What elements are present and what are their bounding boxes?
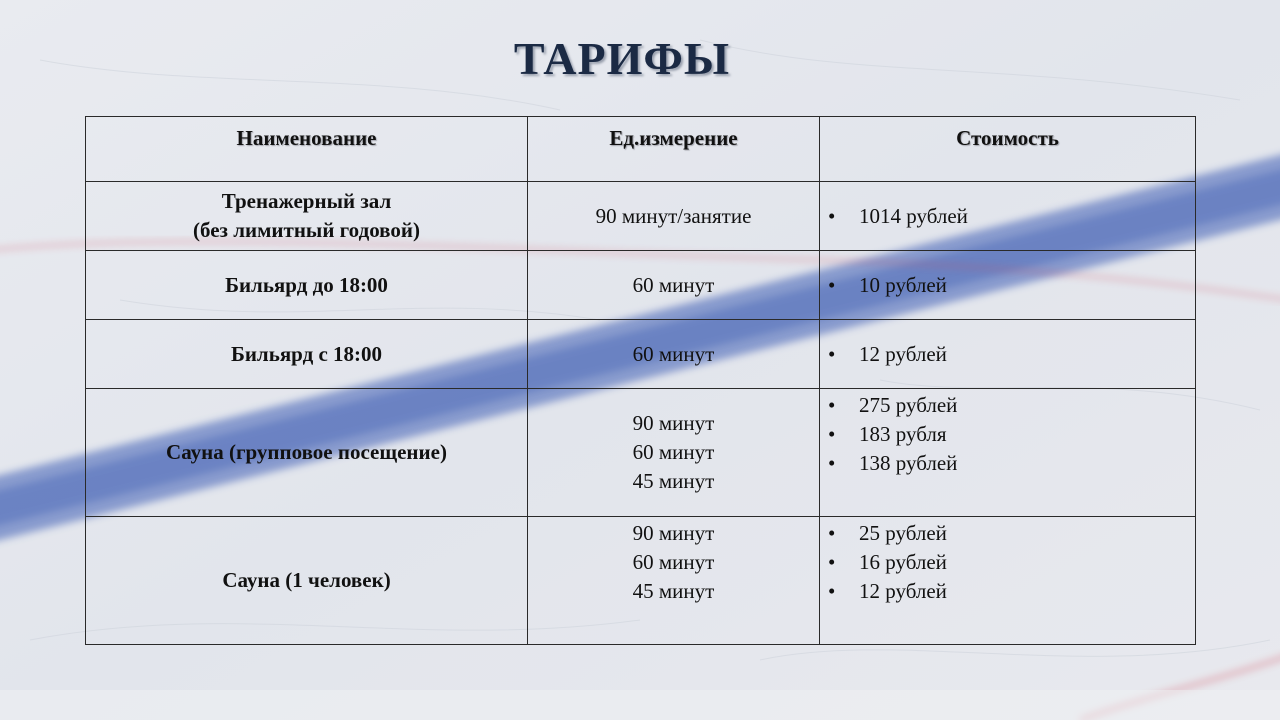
table-row	[86, 389, 1196, 517]
row-name-cell	[86, 251, 528, 320]
row-unit-value: 45 минут	[632, 579, 715, 603]
header-name: Наименование	[86, 117, 528, 182]
row-cost-cell	[820, 389, 1196, 517]
header-cost: Стоимость	[820, 117, 1196, 182]
slide-title: ТАРИФЫ	[513, 33, 731, 84]
row-name-cell	[86, 517, 528, 645]
row-unit-value: 60 минут	[632, 440, 715, 464]
row-unit-value: 45 минут	[632, 469, 715, 493]
cost-list	[820, 271, 1195, 300]
row-name-line: Бильярд до 18:00	[225, 272, 388, 297]
cost-item: • 16 рублей	[828, 548, 1195, 577]
table-row	[86, 517, 1196, 645]
cost-list	[820, 391, 1195, 478]
row-name-line: Сауна (групповое посещение)	[166, 440, 447, 464]
table-row	[86, 320, 1196, 389]
row-name-line: Тренажерный зал	[221, 189, 392, 213]
row-cost-cell	[820, 251, 1196, 320]
table-row	[86, 182, 1196, 251]
row-cost-cell	[820, 182, 1196, 251]
table-header-row	[86, 117, 1196, 182]
cost-item: • 275 рублей	[828, 391, 1195, 420]
row-name-cell	[86, 182, 528, 251]
row-unit-value: 90 минут/занятие	[595, 203, 752, 228]
cost-item: • 25 рублей	[828, 519, 1195, 548]
cost-item: • 138 рублей	[828, 449, 1195, 478]
cost-item: • 1014 рублей	[828, 202, 1195, 231]
table-row	[86, 251, 1196, 320]
header-unit: Ед.измерение	[528, 117, 820, 182]
row-unit-cell	[528, 320, 820, 389]
row-unit-cell	[528, 389, 820, 517]
row-unit-value: 90 минут	[632, 521, 715, 545]
row-unit-value: 60 минут	[632, 341, 715, 366]
row-unit-value: 60 минут	[632, 272, 715, 297]
cost-item: • 10 рублей	[828, 271, 1195, 300]
cost-item: • 183 рубля	[828, 420, 1195, 449]
row-cost-cell	[820, 320, 1196, 389]
row-name-line: Сауна (1 человек)	[222, 568, 391, 592]
cost-item: • 12 рублей	[828, 340, 1195, 369]
cost-list	[820, 519, 1195, 606]
cost-list	[820, 202, 1195, 231]
cost-list	[820, 340, 1195, 369]
row-name-cell	[86, 320, 528, 389]
row-unit-cell	[528, 251, 820, 320]
tariffs-table	[85, 116, 1196, 645]
row-name-line: Бильярд с 18:00	[230, 341, 383, 366]
row-cost-cell	[820, 517, 1196, 645]
row-unit-cell	[528, 517, 820, 645]
cost-item: • 12 рублей	[828, 577, 1195, 606]
row-unit-value: 60 минут	[632, 550, 715, 574]
row-name-line: (без лимитный годовой)	[193, 218, 420, 242]
row-name-cell	[86, 389, 528, 517]
row-unit-cell	[528, 182, 820, 251]
row-unit-value: 90 минут	[632, 411, 715, 435]
